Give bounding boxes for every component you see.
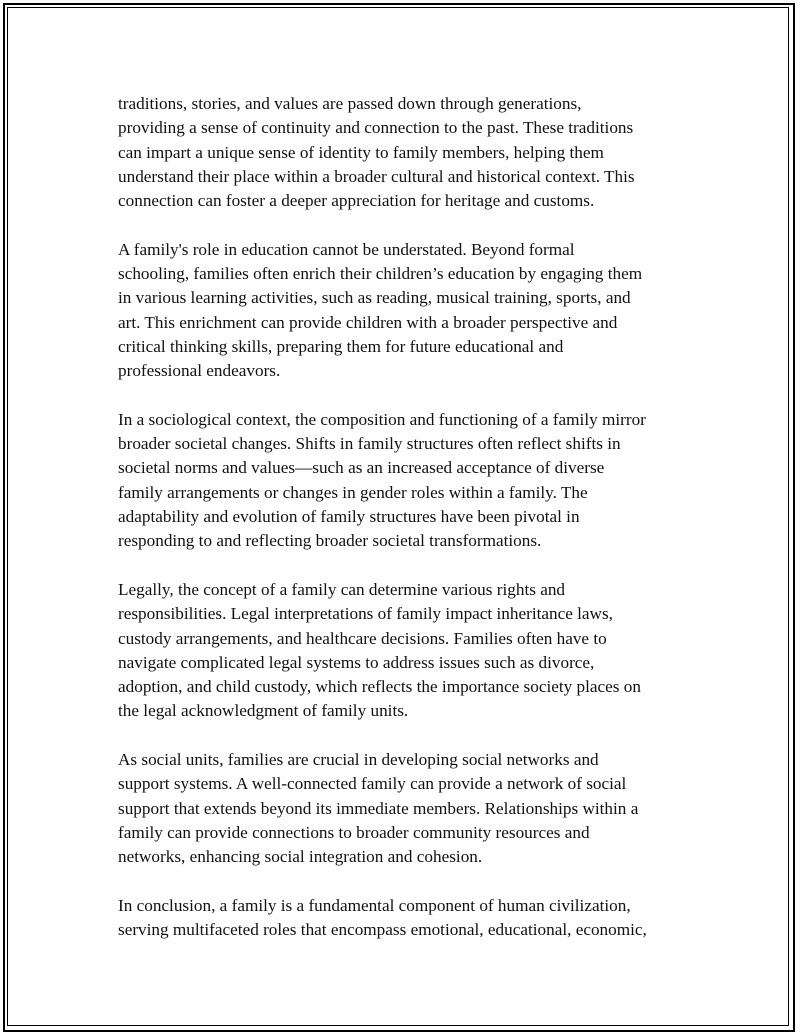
text-line: the legal acknowledgment of family units.: [118, 701, 409, 721]
text-line: Legally, the concept of a family can determine various rights and: [118, 579, 566, 599]
text-line: in various learning activities, such as reading, musical training, sports, and: [118, 288, 631, 308]
text-line: In a sociological context, the composition and functioning of a family mirror: [118, 409, 646, 429]
text-line: schooling, families often enrich their children’s education by engaging them: [118, 264, 643, 284]
paragraph-legal: [118, 578, 688, 724]
text-line: navigate complicated legal systems to address issues such as divorce,: [118, 652, 595, 672]
text-line: art. This enrichment can provide children with a broader perspective and: [118, 312, 618, 332]
paragraph-traditions: [118, 92, 688, 213]
paragraph-education: [118, 238, 688, 384]
text-line: can impart a unique sense of identity to family members, helping them: [118, 142, 604, 162]
text-line: As social units, families are crucial in developing social networks and: [118, 750, 599, 770]
text-line: In conclusion, a family is a fundamental component of human civilization,: [118, 895, 631, 915]
paragraph-social-units: [118, 748, 688, 869]
text-line: broader societal changes. Shifts in family structures often reflect shifts in: [118, 434, 621, 454]
text-line: understand their place within a broader cultural and historical context. This: [118, 166, 635, 186]
text-line: serving multifaceted roles that encompass emotional, educational, economic,: [118, 920, 647, 940]
text-line: societal norms and values—such as an increased acceptance of diverse: [118, 458, 605, 478]
text-line: adaptability and evolution of family structures have been pivotal in: [118, 507, 580, 527]
text-line: professional endeavors.: [118, 361, 281, 381]
text-line: networks, enhancing social integration and cohesion.: [118, 847, 483, 867]
document-body: [118, 92, 688, 967]
text-line: traditions, stories, and values are passed down through generations,: [118, 94, 582, 113]
text-line: custody arrangements, and healthcare decisions. Families often have to: [118, 628, 607, 648]
text-line: family can provide connections to broader community resources and: [118, 822, 590, 842]
text-line: A family's role in education cannot be understated. Beyond formal: [118, 239, 575, 259]
text-line: responding to and reflecting broader societal transformations.: [118, 531, 542, 551]
text-line: responsibilities. Legal interpretations of family impact inheritance laws,: [118, 604, 613, 624]
text-line: support that extends beyond its immediate members. Relationships within a: [118, 798, 639, 818]
text-line: support systems. A well-connected family can provide a network of social: [118, 774, 627, 794]
text-line: critical thinking skills, preparing them for future educational and: [118, 336, 564, 356]
paragraph-conclusion: [118, 894, 688, 943]
text-line: adoption, and child custody, which reflects the importance society places on: [118, 677, 641, 697]
text-line: family arrangements or changes in gender roles within a family. The: [118, 482, 588, 502]
text-line: connection can foster a deeper appreciation for heritage and customs.: [118, 191, 595, 211]
paragraph-sociological: [118, 408, 688, 554]
text-line: providing a sense of continuity and connection to the past. These traditions: [118, 118, 634, 138]
